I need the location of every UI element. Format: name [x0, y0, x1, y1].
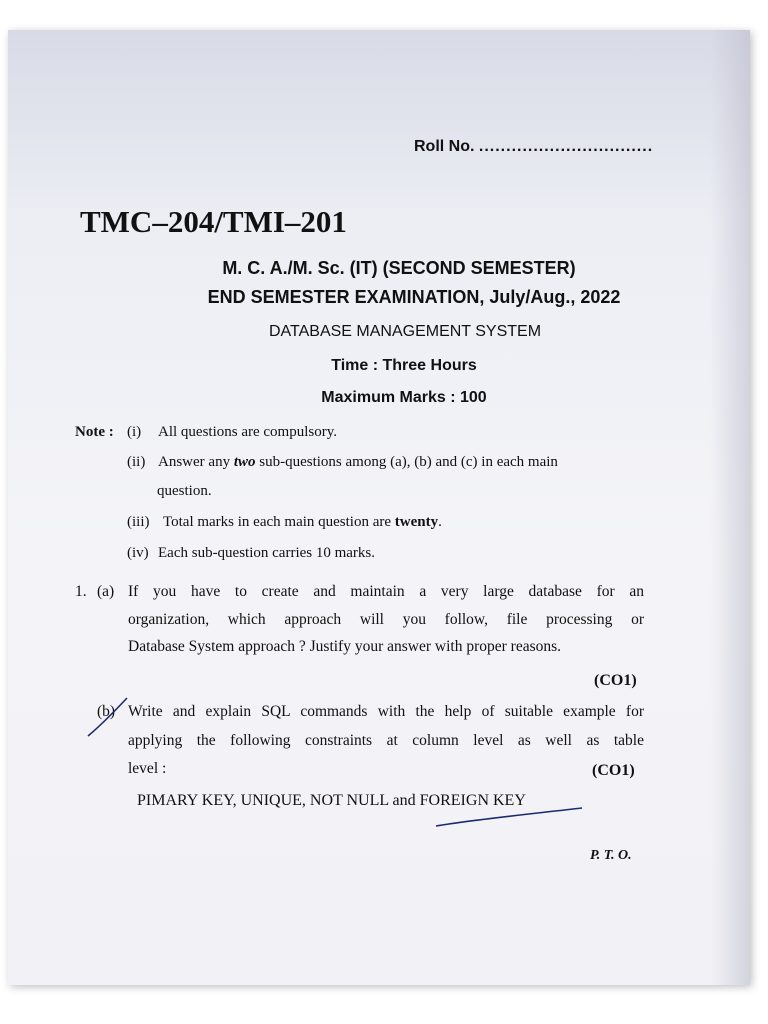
note-item-text: All questions are compulsory. [158, 424, 337, 440]
note-item-number: (ii) [127, 454, 146, 470]
exam-title: END SEMESTER EXAMINATION, July/Aug., 2022 [207, 287, 621, 307]
question-line: If you have to create and maintain a very large database for an [128, 583, 644, 600]
question-line: organization, which approach will you follow, file processing or [128, 611, 644, 628]
time-allowed: Time : Three Hours [331, 357, 477, 374]
course-outcome: (CO1) [592, 762, 635, 779]
page-turn-note: P. T. O. [590, 848, 632, 863]
question-line: Write and explain SQL commands with the help of suitable example for [128, 703, 644, 720]
note-emphasis: two [233, 454, 256, 470]
question-number: 1. [75, 583, 87, 600]
note-item-number: (i) [127, 424, 142, 440]
note-item-continuation: question. [157, 483, 212, 499]
note-item-text: Each sub-question carries 10 marks. [158, 545, 376, 561]
question-line: Database System approach ? Justify your answer with proper reasons. [128, 638, 562, 655]
note-text-part: sub-questions among (a), (b) and (c) in each main [255, 454, 558, 470]
ink-tick-mark [88, 698, 127, 736]
roll-dots: ................................ [478, 138, 654, 155]
question-line: applying the following constraints at column level as well as table [128, 732, 644, 749]
course-outcome: (CO1) [594, 672, 637, 689]
constraint-list: PIMARY KEY, UNIQUE, NOT NULL and FOREIGN KEY [137, 792, 526, 809]
question-line: level : [128, 760, 167, 777]
note-label: Note : [75, 424, 114, 440]
program-title: M. C. A./M. Sc. (IT) (SECOND SEMESTER) [222, 258, 576, 278]
subject-title: DATABASE MANAGEMENT SYSTEM [268, 323, 542, 340]
ink-underline [436, 808, 582, 826]
sub-question-label: (b) [97, 703, 116, 720]
sub-question-label: (a) [97, 583, 115, 600]
paper-code: TMC–204/TMI–201 [80, 204, 347, 239]
roll-label: Roll No. [414, 138, 475, 155]
note-text-part: Answer any [158, 454, 234, 470]
note-text-part: . [438, 514, 442, 530]
note-text-part: Total marks in each main question are [163, 514, 395, 530]
note-bold: twenty [394, 514, 439, 530]
note-item-number: (iii) [127, 514, 150, 530]
max-marks: Maximum Marks : 100 [321, 389, 487, 406]
note-item-number: (iv) [127, 545, 149, 561]
